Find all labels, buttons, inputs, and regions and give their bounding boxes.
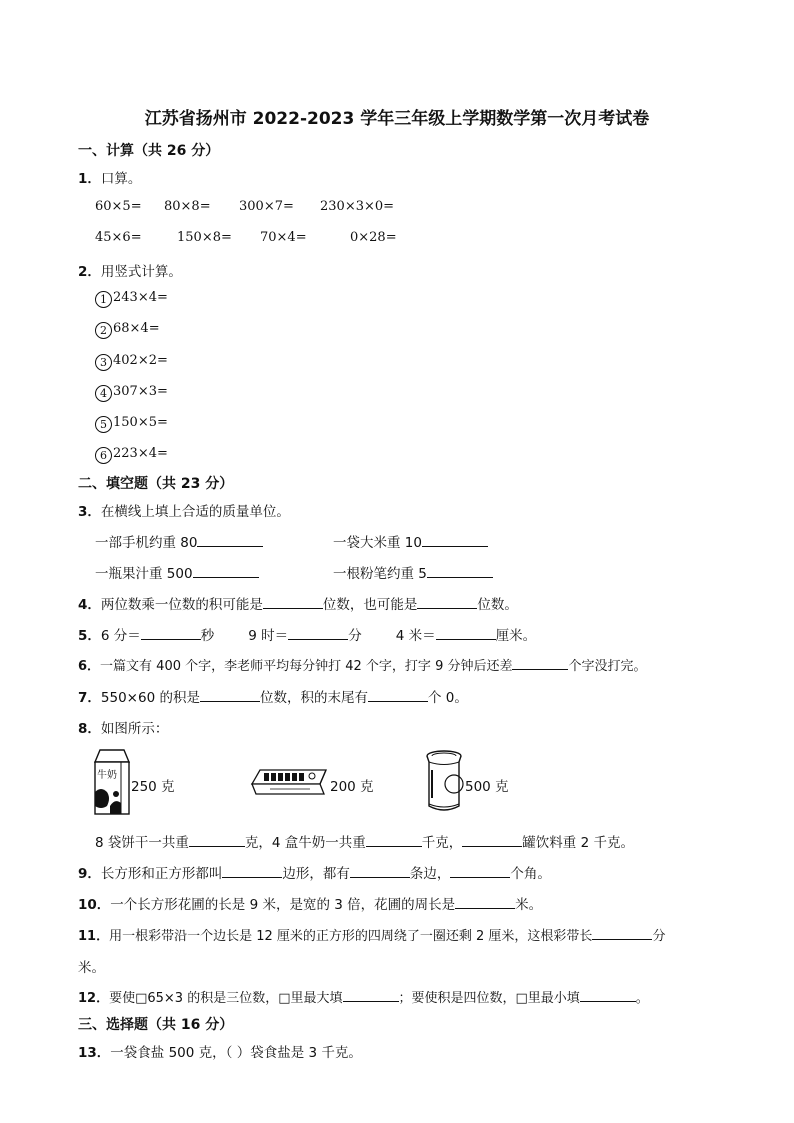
oral-calc-2-2: 150×8=: [177, 230, 232, 245]
question-number: 10．: [78, 897, 111, 913]
vertical-calc-6: [95, 446, 168, 464]
answer-blank[interactable]: [417, 594, 477, 609]
unit-fill-phone: [95, 531, 263, 551]
question-text: 4 米＝: [395, 628, 436, 644]
unit-fill-juice: [95, 562, 259, 582]
question-text: 9 时＝: [248, 628, 289, 644]
question-text: 位数。: [477, 597, 518, 613]
question-number: 9．: [78, 866, 101, 882]
question-number: 12．: [78, 991, 110, 1006]
question-6: [78, 655, 646, 674]
question-number: 11．: [78, 929, 110, 944]
question-text: 个 0。: [427, 690, 468, 706]
question-text: 6 分＝: [100, 628, 141, 644]
question-1: [78, 167, 141, 187]
question-text: 用一根彩带沿一个边长是 12 厘米的正方形的四周绕了一圈还剩 2 厘米，这根彩带长: [109, 929, 593, 944]
question-9: [78, 862, 551, 882]
oral-calc-1-1: 60×5=: [95, 199, 142, 214]
question-text: 在横线上填上合适的质量单位。: [100, 504, 290, 520]
answer-blank[interactable]: [343, 987, 399, 1002]
question-7: [78, 686, 468, 706]
answer-blank[interactable]: [141, 625, 201, 640]
oral-calc-1-4: 230×3×0=: [320, 199, 395, 214]
question-number: 13．: [78, 1045, 111, 1061]
question-2: [78, 260, 182, 280]
question-text: 边形，都有: [282, 866, 350, 882]
question-number: 1．: [78, 171, 101, 187]
answer-blank[interactable]: [580, 987, 636, 1002]
answer-blank[interactable]: [366, 832, 422, 847]
answer-blank[interactable]: [462, 832, 522, 847]
milk-label: 牛奶: [97, 770, 117, 781]
question-text: 一袋食盐 500 克，（ ）袋食盐是 3 千克。: [110, 1045, 362, 1061]
circled-number: 2: [95, 322, 112, 339]
oral-calc-1-2: 80×8=: [164, 199, 211, 214]
vertical-calc-5: [95, 415, 168, 433]
question-text: 秒: [200, 628, 215, 644]
question-number: 7．: [78, 690, 101, 706]
question-number: 6．: [78, 659, 101, 674]
calc-expression: 243×4=: [113, 290, 168, 305]
question-10: [78, 893, 542, 913]
question-text: 8 袋饼干一共重: [95, 835, 189, 851]
answer-blank[interactable]: [193, 563, 259, 578]
question-8: [78, 717, 168, 737]
question-text: 。: [635, 991, 649, 1006]
answer-blank[interactable]: [512, 655, 568, 670]
question-text: 口算。: [100, 171, 142, 187]
circled-number: 3: [95, 354, 112, 371]
question-text: 位数，也可能是: [322, 597, 418, 613]
circled-number: 4: [95, 385, 112, 402]
question-number: 2．: [78, 264, 101, 280]
vertical-calc-2: [95, 321, 160, 339]
question-4: [78, 593, 518, 613]
oral-calc-2-3: 70×4=: [260, 230, 307, 245]
calc-expression: 402×2=: [113, 353, 168, 368]
question-8-fill: [95, 831, 634, 851]
oral-calc-2-4: 0×28=: [350, 230, 397, 245]
question-11-continued: 米。: [78, 960, 105, 976]
answer-blank[interactable]: [350, 863, 410, 878]
answer-blank[interactable]: [592, 925, 652, 940]
section-2-heading: 二、填空题（共 23 分）: [78, 476, 234, 492]
milk-weight: 250 克: [131, 779, 175, 795]
fill-text: 一袋大米重 10: [333, 535, 422, 551]
answer-blank[interactable]: [288, 625, 348, 640]
question-text: 米。: [515, 897, 543, 913]
oral-calc-1-3: 300×7=: [239, 199, 294, 214]
answer-blank[interactable]: [197, 532, 263, 547]
question-text: 分: [348, 628, 362, 644]
exam-title: 江苏省扬州市 2022-2023 学年三年级上学期数学第一次月考试卷: [144, 109, 650, 129]
question-13: [78, 1041, 362, 1061]
question-text: 一个长方形花圃的长是 9 米，是宽的 3 倍，花圃的周长是: [110, 897, 456, 913]
question-text: 个角。: [510, 866, 551, 882]
circled-number: 5: [95, 416, 112, 433]
circled-number: 6: [95, 447, 112, 464]
answer-blank[interactable]: [422, 532, 488, 547]
question-text: 分: [652, 929, 666, 944]
vertical-calc-1: [95, 290, 168, 308]
answer-blank[interactable]: [222, 863, 282, 878]
question-text: 550×60 的积是: [100, 690, 200, 706]
question-text: 罐饮料重 2 千克。: [522, 835, 634, 851]
section-1-heading: 一、计算（共 26 分）: [78, 143, 220, 159]
question-text: 千克，: [421, 835, 463, 851]
question-number: 3．: [78, 504, 101, 520]
question-number: 8．: [78, 721, 101, 737]
question-11: [78, 925, 665, 944]
vertical-calc-3: [95, 353, 168, 371]
answer-blank[interactable]: [427, 563, 493, 578]
section-3-heading: 三、选择题（共 16 分）: [78, 1017, 234, 1033]
question-number: 5．: [78, 628, 101, 644]
question-text: 两位数乘一位数的积可能是: [100, 597, 263, 613]
calc-expression: 68×4=: [113, 321, 160, 336]
question-text: 要使□65×3 的积是三位数，□里最大填: [109, 991, 343, 1006]
question-text: 用竖式计算。: [100, 264, 182, 280]
milk-carton-icon: [92, 748, 132, 816]
answer-blank[interactable]: [436, 625, 496, 640]
answer-blank[interactable]: [450, 863, 510, 878]
calc-expression: 307×3=: [113, 384, 168, 399]
fill-text: 一瓶果汁重 500: [95, 566, 193, 582]
question-text: 个字没打完。: [568, 659, 647, 674]
biscuit-pack-icon: [250, 764, 330, 800]
can-weight: 500 克: [465, 779, 509, 795]
question-text: 厘米。: [495, 628, 537, 644]
question-text: 如图所示：: [100, 721, 169, 737]
question-3: [78, 500, 290, 520]
answer-blank[interactable]: [200, 687, 260, 702]
unit-fill-rice: [333, 531, 488, 551]
question-text: 长方形和正方形都叫: [100, 866, 223, 882]
circled-number: 1: [95, 291, 112, 308]
answer-blank[interactable]: [263, 594, 323, 609]
question-text: ；要使积是四位数，□里最小填: [398, 991, 580, 1006]
question-text: 一篇文有 400 个字，李老师平均每分钟打 42 个字，打字 9 分钟后还差: [100, 659, 513, 674]
calc-expression: 223×4=: [113, 446, 168, 461]
drink-can-icon: [424, 748, 468, 816]
answer-blank[interactable]: [455, 894, 515, 909]
fill-text: 一部手机约重 80: [95, 535, 198, 551]
oral-calc-2-1: 45×6=: [95, 230, 142, 245]
question-text: 条边，: [409, 866, 451, 882]
answer-blank[interactable]: [368, 687, 428, 702]
vertical-calc-4: [95, 384, 168, 402]
answer-blank[interactable]: [189, 832, 245, 847]
question-5: [78, 624, 536, 644]
question-text: 克，4 盒牛奶一共重: [244, 835, 366, 851]
unit-fill-chalk: [333, 562, 493, 582]
fill-text: 一根粉笔约重 5: [333, 566, 427, 582]
question-12: [78, 987, 649, 1006]
calc-expression: 150×5=: [113, 415, 168, 430]
question-number: 4．: [78, 597, 101, 613]
question-text: 位数，积的末尾有: [259, 690, 368, 706]
biscuit-weight: 200 克: [330, 779, 374, 795]
